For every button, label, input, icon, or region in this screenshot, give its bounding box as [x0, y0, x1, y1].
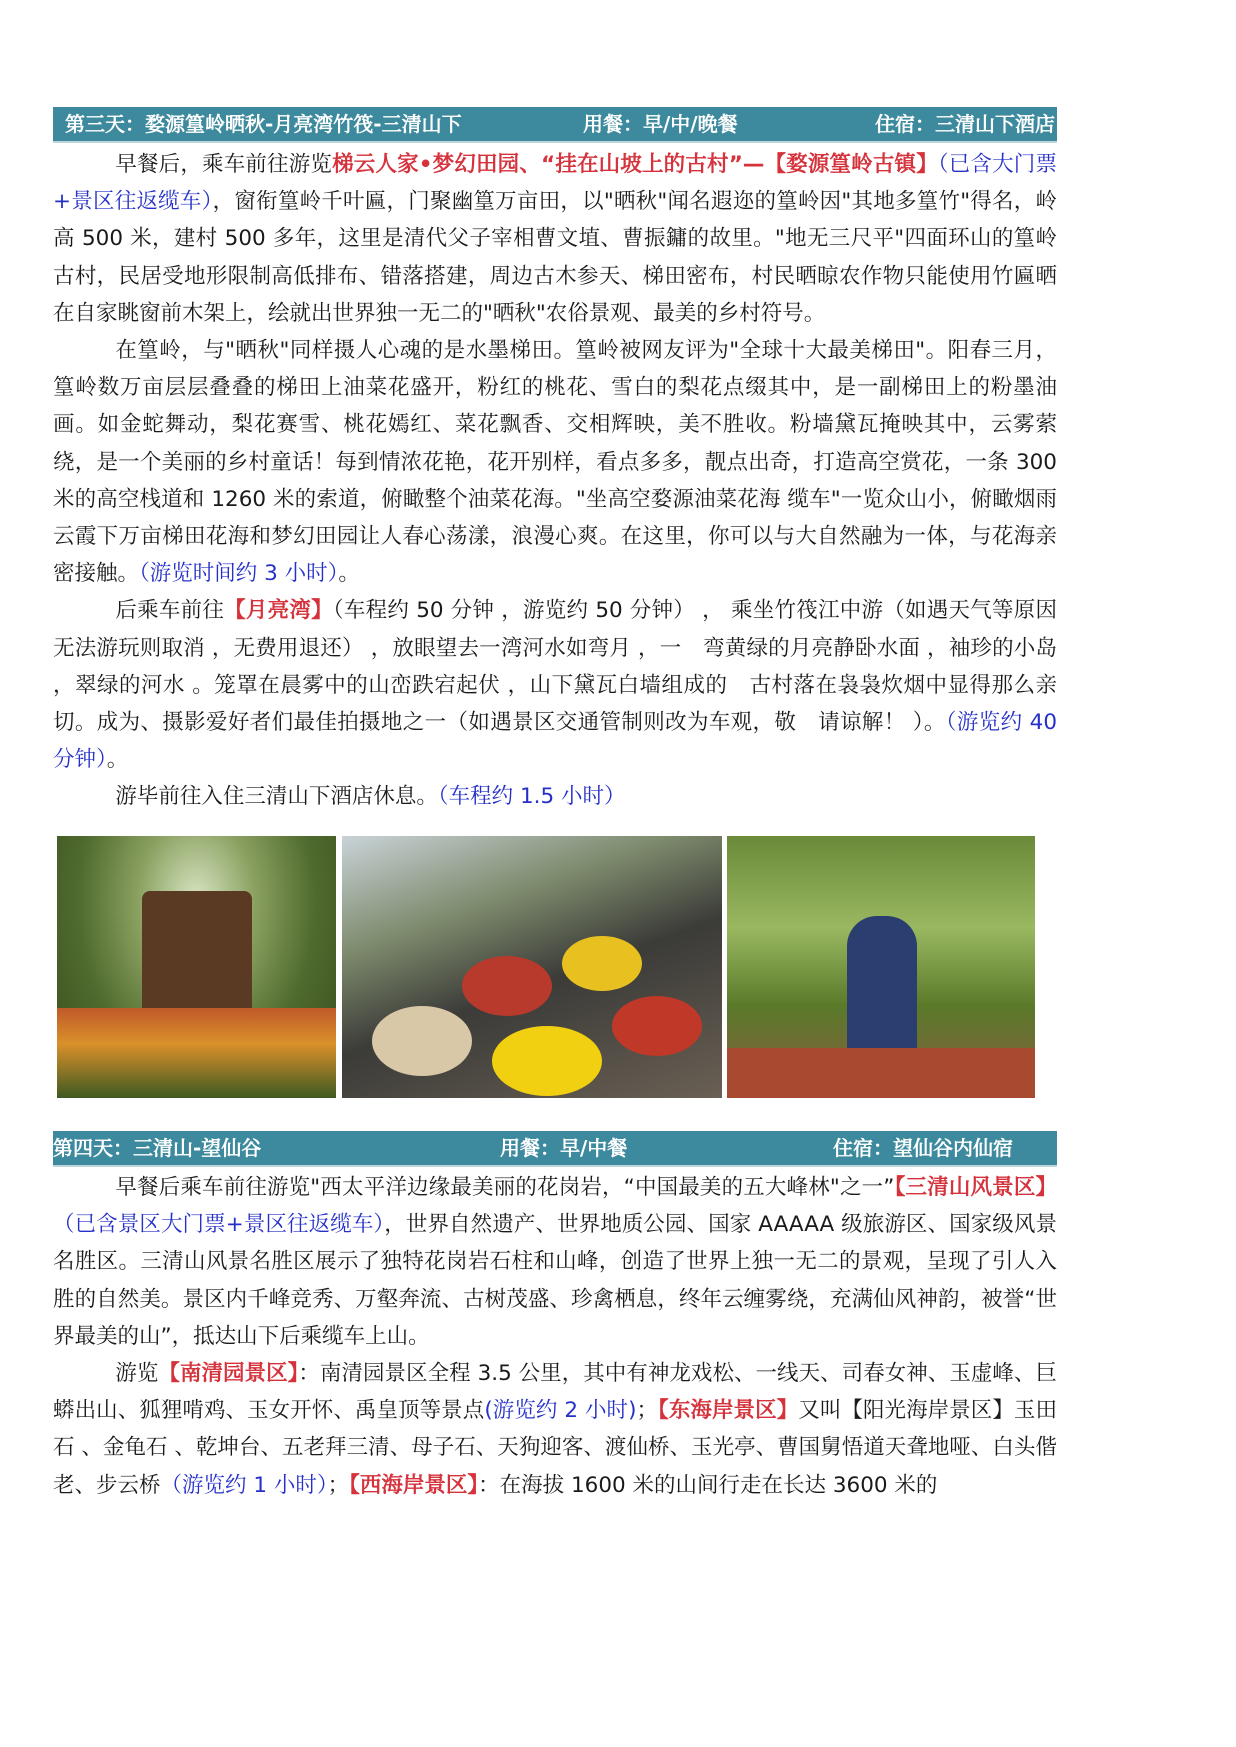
- note-text: （游览约 1 小时）: [160, 1472, 328, 1498]
- day3-header: [53, 107, 1057, 143]
- highlight-text: 【南清园景区】: [158, 1361, 299, 1387]
- note-text: （游览约 40 分钟）: [53, 710, 1057, 773]
- note-text: （游览时间约 3 小时）: [139, 561, 339, 587]
- highlight-text: 【月亮湾】: [224, 598, 333, 624]
- note-text: （已含大门票+景区往返缆车）: [53, 152, 1057, 215]
- body-text: （车程约 50 分钟 ，游览约 50 分钟） ， 乘坐竹筏江中游（如遇天气等原因无法游玩则取消 ，无费用退还） ，放眼望去一湾河水如弯月 ，一 弯黄绿的月亮静卧水面 ，袖珍的小岛 ，翠绿的河水 。笼罩在晨雾中的山峦跌宕起伏 ，山下黛瓦白墙组成的 古村落在袅袅炊烟中显得那么亲切。成为、摄影爱好者们最佳拍摄地之一（如遇景区交通管制则改为车观，敬 请谅解！ ）。: [53, 598, 1057, 736]
- photo-drying-crops: [342, 836, 722, 1098]
- body-text: ，世界自然遗产、世界地质公园、国家 AAAAA 级旅游区、国家级风景名胜区。三清山风景名胜区展示了独特花岗岩石柱和山峰，创造了世界上独一无二的景观，呈现了引人入胜的自然美。景区内千峰竞秀、万壑奔流、古树茂盛、珍禽栖息，终年云缠雾绕，充满仙风神韵，被誉“世界最美的山”，抵达山下后乘缆车上山。: [53, 1212, 1057, 1349]
- highlight-text: 梯云人家•梦幻田园、“挂在山坡上的古村”—【婺源篁岭古镇】: [332, 152, 938, 177]
- day4-meals: 用餐：早/中餐: [500, 1136, 628, 1160]
- note-text: （已含景区大门票+景区往返缆车）: [53, 1212, 385, 1238]
- body-text: ，窗衔篁岭千叶匾，门聚幽篁万亩田，以"晒秋"闻名遐迩的篁岭因"其地多篁竹"得名，岭高 500 米，建村 500 多年，这里是清代父子宰相曹文埴、曹振鏞的故里。"地无三尺平"四面环山的篁岭古村，民居受地形限制高低排布、错落搭建，周边古木参天、梯田密布，村民晒晾农作物只能使用竹匾晒在自家眺窗前木架上，绘就出世界独一无二的"晒秋"农俗景观、最美的乡村符号。: [53, 189, 1058, 326]
- day4-title: 第四天：三清山-望仙谷: [53, 1136, 262, 1160]
- photo-huangling-sign: [57, 836, 336, 1098]
- day4-body: [53, 1169, 1057, 1504]
- body-text: 在篁岭，与"晒秋"同样摄人心魂的是水墨梯田。篁岭被网友评为"全球十大最美梯田"。阳春三月，篁岭数万亩层层叠叠的梯田上油菜花盛开，粉红的桃花、雪白的梨花点缀其中，是一副梯田上的粉墨油画。如金蛇舞动，梨花赛雪、桃花嫣红、菜花飘香、交相辉映，美不胜收。粉墙黛瓦掩映其中，云雾萦绕，是一个美丽的乡村童话！每到情浓花艳，花开别样，看点多多，靓点出奇，打造高空赏花，一条 300 米的高空栈道和 1260 米的索道，俯瞰整个油菜花海。"坐高空婺源油菜花海 缆车"一览众山小，俯瞰烟雨云霞下万亩梯田花海和梦幻田园让人春心荡漾，浪漫心爽。在这里，你可以与大自然融为一体，与花海亲密接触。: [53, 338, 1057, 587]
- body-text: 。: [338, 561, 360, 587]
- note-text: （车程约 1.5 小时）: [437, 784, 626, 810]
- body-text: 早餐后乘车前往游览"西太平洋边缘最美丽的花岗岩，“中国最美的五大峰林"之一”: [115, 1175, 895, 1200]
- body-text: ：南清园景区全程 3.5 公里，其中有神龙戏松、一线天、司春女神、玉虚峰、巨蟒出山、狐狸啃鸡、玉女开怀、禹皇顶等景点: [53, 1361, 1057, 1424]
- note-text: (游览约 2 小时): [484, 1398, 637, 1424]
- day4-paragraph: [53, 1355, 1057, 1504]
- day3-paragraph: [53, 332, 1057, 592]
- body-text: 后乘车前往: [115, 598, 225, 624]
- highlight-text: 【三清山风景区】: [894, 1175, 1057, 1200]
- body-text: 。: [106, 747, 129, 773]
- body-text: 又叫【阳光海岸景区】玉田石 、金龟石 、乾坤台、五老拜三清、母子石、天狗迎客、渡仙桥、玉光亭、曹国舅悟道天聋地哑、白头偕老、步云桥: [53, 1398, 1057, 1498]
- day3-body: [53, 146, 1057, 816]
- day3-paragraph: [53, 778, 1057, 815]
- highlight-text: 【西海岸景区】: [349, 1472, 479, 1498]
- day3-meals: 用餐：早/中/晚餐: [583, 112, 738, 136]
- day4-header: [53, 1131, 1057, 1167]
- body-text: 早餐后，乘车前往游览: [115, 152, 333, 177]
- day3-title: 第三天：婺源篁岭晒秋-月亮湾竹筏-三清山下: [65, 112, 462, 136]
- photo-woman-drying-peppers: [727, 836, 1035, 1098]
- body-text: ；: [327, 1472, 350, 1498]
- day4-paragraph: [53, 1169, 1057, 1355]
- body-text: ；: [636, 1398, 658, 1424]
- day3-paragraph: [53, 592, 1057, 778]
- body-text: ：在海拔 1600 米的山间行走在长达 3600 米的: [478, 1472, 938, 1498]
- day4-stay: 住宿：望仙谷内仙宿: [833, 1136, 1013, 1160]
- highlight-text: 【东海岸景区】: [657, 1398, 799, 1424]
- body-text: 游览: [115, 1361, 159, 1387]
- body-text: 游毕前往入住三清山下酒店休息。: [115, 784, 438, 810]
- day3-stay: 住宿：三清山下酒店: [875, 112, 1055, 136]
- day3-paragraph: [53, 146, 1057, 332]
